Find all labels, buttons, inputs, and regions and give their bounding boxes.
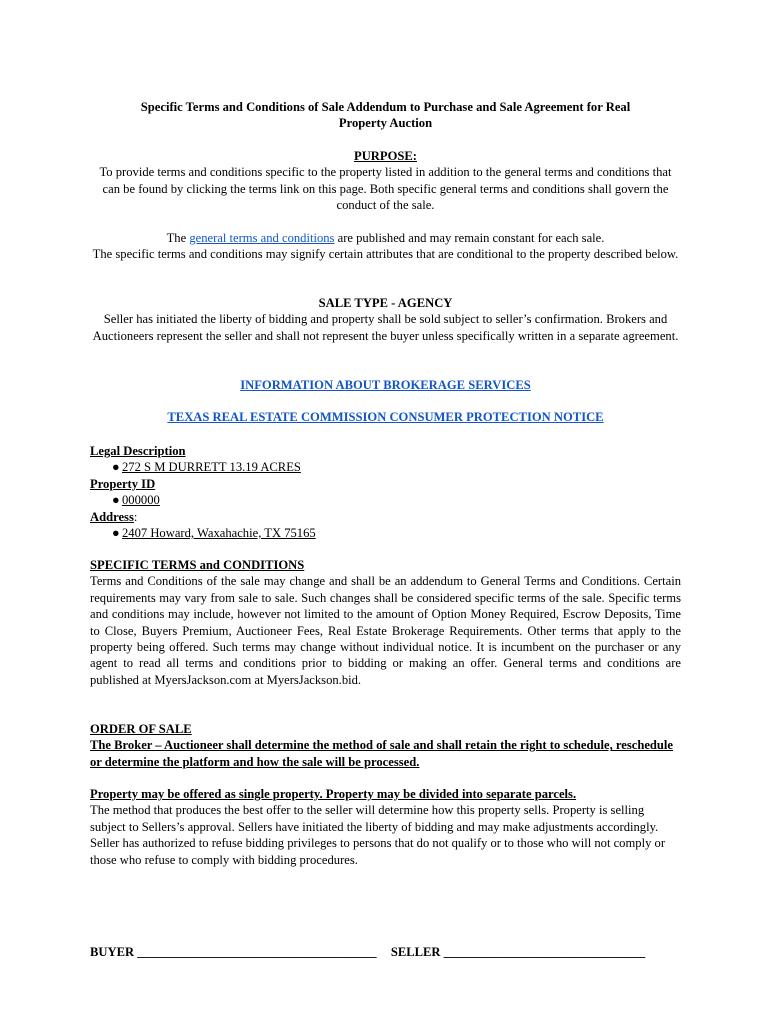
address-colon: : <box>133 509 138 524</box>
brokerage-services-link[interactable]: INFORMATION ABOUT BROKERAGE SERVICES <box>240 378 531 392</box>
brokerage-link-row <box>90 377 681 393</box>
signature-row <box>90 944 690 960</box>
general-terms-section <box>90 230 681 263</box>
parcels-heading: Property may be offered as single property. Property may be divided into separate parcels. <box>90 787 577 801</box>
trec-link-row <box>90 409 681 425</box>
specific-terms-text: Terms and Conditions of the sale may change and shall be an addendum to General Terms and Conditions. Certain requirements may vary from sale to sale. Such changes shall be considered specific terms of the sale. Specific terms and conditions may include, however not limited to the amount of Option Money Required, Escrow Deposits, Time to Close, Buyers Premium, Auctioneer Fees, Real Estate Brokerage Requirements. Other terms that apply to the property being offered. Such terms may change without individual notice. It is incumbent on the purchaser or any agent to read all terms and conditions prior to bidding or making an offer. General terms and conditions are published at MyersJackson.com at MyersJackson.bid. <box>90 574 681 687</box>
specific-terms-intro: The specific terms and conditions may signify certain attributes that are conditional to the property described below. <box>92 247 679 262</box>
purpose-heading: PURPOSE: <box>354 149 417 163</box>
order-of-sale-text: The Broker – Auctioneer shall determine the method of sale and shall retain the right to schedule, reschedule or determine the platform and how the sale will be processed. <box>90 738 674 769</box>
general-terms-suffix: are published and may remain constant for each sale. <box>334 231 605 245</box>
parcels-text: The method that produces the best offer to the seller will determine how this property sells. Property is selling subject to Sellers’s approval. Sellers have initiated the liberty of bidding and may make adjustments accordingly. Seller has authorized to refuse bidding privileges to persons that do not qualify or to those who will not comply or those who refuse to comply with bidding procedures. <box>90 803 666 867</box>
title-line-2: Property Auction <box>338 116 433 131</box>
parcels-section <box>90 786 681 868</box>
title-line-1: Specific Terms and Conditions of Sale Addendum to Purchase and Sale Agreement for Real <box>140 100 631 114</box>
general-terms-line <box>90 230 681 246</box>
order-of-sale-heading: ORDER OF SALE <box>90 722 192 736</box>
specific-terms-heading: SPECIFIC TERMS and CONDITIONS <box>90 558 305 572</box>
seller-signature-line: SELLER ________________________________ <box>390 945 646 959</box>
bullet-icon: ● <box>112 526 120 541</box>
address-value: 2407 Howard, Waxahachie, TX 75165 <box>122 526 316 541</box>
trec-notice-link[interactable]: TEXAS REAL ESTATE COMMISSION CONSUMER PROTECTION NOTICE <box>167 410 604 424</box>
specific-terms-section <box>90 557 681 688</box>
property-id-item <box>90 492 681 508</box>
sale-type-heading: SALE TYPE - AGENCY <box>318 296 453 310</box>
order-of-sale-section <box>90 721 681 770</box>
legal-description-item <box>90 459 681 475</box>
general-terms-link[interactable]: general terms and conditions <box>189 231 335 245</box>
property-id-label: Property ID <box>90 476 156 491</box>
general-terms-prefix: The <box>166 231 190 245</box>
purpose-text: To provide terms and conditions specific to the property listed in addition to the general terms and conditions that can be found by clicking the terms link on this page. Both specific general terms and conditions shall govern the conduct of the sale. <box>99 165 672 213</box>
sale-type-section <box>90 295 681 344</box>
address-item <box>90 525 681 541</box>
purpose-section <box>90 148 681 214</box>
address-label: Address <box>90 509 134 524</box>
legal-description-value: 272 S M DURRETT 13.19 ACRES <box>122 460 301 475</box>
property-id-value: 000000 <box>122 493 160 508</box>
address-label-row <box>90 509 681 525</box>
sale-type-text: Seller has initiated the liberty of bidding and property shall be sold subject to seller’s confirmation. Brokers and Auctioneers represent the seller and shall not represent the buyer unless specifically written in a separate agreement. <box>92 312 679 343</box>
legal-description-label: Legal Description <box>90 444 186 458</box>
bullet-icon: ● <box>112 493 120 508</box>
document-title <box>90 99 681 132</box>
buyer-signature-line: BUYER ______________________________________ <box>90 945 377 959</box>
property-details <box>90 443 681 541</box>
bullet-icon: ● <box>112 460 120 475</box>
